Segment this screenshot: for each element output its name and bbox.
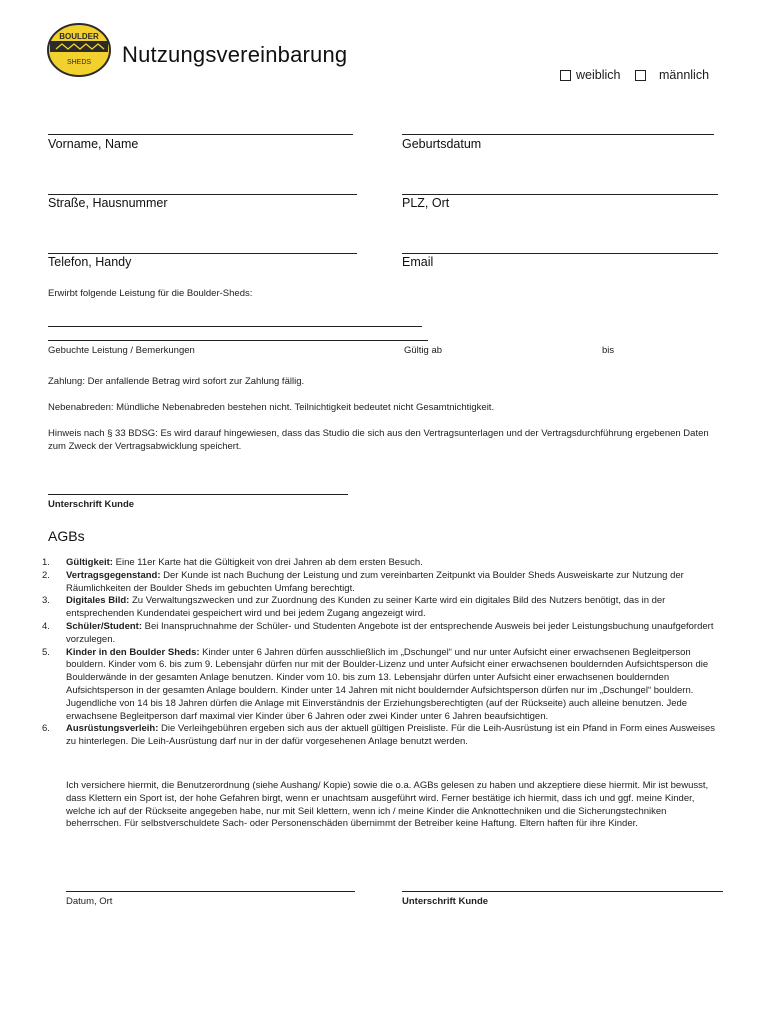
gender-male-label: männlich (659, 68, 710, 82)
birthdate-label: Geburtsdatum (402, 137, 482, 151)
street-label: Straße, Hausnummer (48, 196, 168, 210)
agb-item: 1. Gültigkeit: Eine 11er Karte hat die Gültigkeit von drei Jahren ab dem ersten Besuch. (42, 557, 423, 568)
payment-text: Zahlung: Der anfallende Betrag wird sofort zur Zahlung fällig. (48, 376, 305, 387)
agb-item: 6. Ausrüstungsverleih: Die Verleihgebühren ergeben sich aus der aktuell gültigen Preisliste. Für die Leih-Ausrüstung ist ein Pfand in Form eines Ausweises zu hinterlegen. Die Leih-Ausrüstung darf nur in der dafür vorgesehenen Anlage benutzt werden. (42, 723, 715, 748)
email-line[interactable] (402, 253, 718, 254)
agb-title: AGBs (48, 528, 85, 544)
agb-list (42, 557, 722, 749)
gender-male-option[interactable] (635, 68, 709, 82)
gender-female-option[interactable] (560, 68, 620, 82)
city-label: PLZ, Ort (402, 196, 450, 210)
date-place-label: Datum, Ort (66, 896, 113, 907)
side-agreements-text: Nebenabreden: Mündliche Nebenabreden bestehen nicht. Teilnichtigkeit bedeutet nicht Gesamtnichtigkeit. (48, 402, 495, 413)
checkbox-male[interactable] (635, 70, 646, 81)
service-intro: Erwirbt folgende Leistung für die Boulder-Sheds: (48, 288, 253, 299)
agb-item: 4. Schüler/Student: Bei Inanspruchnahme der Schüler- und Studenten Angebote ist der entsprechende Ausweis bei jeder Leistungsbuchung unaufgefordert vorzulegen. (42, 620, 714, 645)
valid-from-label: Gültig ab (404, 345, 443, 356)
logo-bottom-text: SHEDS (66, 59, 92, 66)
birthdate-line[interactable] (402, 134, 714, 135)
checkbox-female[interactable] (560, 70, 571, 81)
page-title: Nutzungsvereinbarung (122, 42, 348, 67)
valid-to-label: bis (602, 345, 615, 356)
agb-item: 5. Kinder in den Boulder Sheds: Kinder unter 6 Jahren dürfen ausschließlich im „Dschungel“ und nur unter Aufsicht einer erwachsenen Begleitperson bouldern. Kinder vom 6. bis zum 9. Lebensjahr dürfen nur mit der Boulder-Lizenz und unter Aufsicht einer erwachsenen bouldernden Aufsichtsperson die Boulderwände in der gesamten Anlage benutzen. Kinder vom 10. bis zum 13. Lebensjahr dürfen unter Aufsicht einer erwachsenen bouldernden Aufsichtsperson in der gesamten Anlage bouldern. Kinder unter 14 Jahren mit nicht bouldernder Aufsichtsperson dürfen nur im „Dschungel“ bouldern. Jugendliche von 14 bis 18 Jahren dürfen die Anlage mit Einverständnis der Erziehungsberechtigten (auf der Rückseite) auch alleine benutzen. Jede erwachsene Begleitperson darf maximal vier Kinder über 6 Jahren oder zwei Kinder unter 6 Jahren beaufsichtigen. (42, 646, 709, 722)
street-line[interactable] (48, 194, 357, 195)
declaration-text: Ich versichere hiermit, die Benutzerordnung (siehe Aushang/ Kopie) sowie die o.a. AGBs gelesen zu haben und akzeptiere diese hiermit. Mir ist bewusst, dass Klettern ein Sport ist, der hohe Gefahren birgt, wenn er unachtsam ausgeführt wird. Ferner bestätige ich hiermit, dass ich und ggf. meine Kinder, welche ich auf der Rückseite angegeben habe, nur mit Seil klettern, wenn ich / meine Kinder die Anknottechniken und die Sicherungstechniken beherrschen. Für selbstverschuldete Sach- oder Personenschäden übernimmt der Betreiber keine Haftung. Eltern haften für ihre Kinder. (66, 780, 709, 830)
footer-signature-label: Unterschrift Kunde (402, 896, 489, 907)
gender-female-label: weiblich (576, 68, 621, 82)
phone-label: Telefon, Handy (48, 255, 132, 269)
name-label: Vorname, Name (48, 137, 139, 151)
privacy-notice: Hinweis nach § 33 BDSG: Es wird darauf hingewiesen, dass das Studio die sich aus den Vertragsunterlagen und der Vertragsdurchführung ergebenen Daten zum Zweck der Vertragsabwicklung speichert. (48, 428, 709, 452)
service-line-1[interactable] (48, 326, 422, 327)
city-line[interactable] (402, 194, 718, 195)
email-label: Email (402, 255, 434, 269)
name-line[interactable] (48, 134, 353, 135)
date-place-line[interactable] (66, 891, 355, 892)
booked-service-label: Gebuchte Leistung / Bemerkungen (48, 345, 195, 356)
agb-item: 2. Vertragsgegenstand: Der Kunde ist nach Buchung der Leistung und zum vereinbarten Zeitpunkt via Boulder Sheds Ausweiskarte zur Nutzung der Räumlichkeiten der Boulder Sheds im gebuchten Umfang berechtigt. (42, 569, 684, 594)
customer-signature-label: Unterschrift Kunde (48, 499, 135, 510)
logo-top-text: BOULDER (59, 32, 99, 41)
footer-signature-line[interactable] (402, 891, 723, 892)
boulder-sheds-logo (46, 22, 112, 78)
customer-signature-line[interactable] (48, 494, 348, 495)
agb-item: 3. Digitales Bild: Zu Verwaltungszwecken und zur Zuordnung des Kunden zu seiner Karte wird ein digitales Bild des Nutzers benötigt, das in der entsprechenden Kundendatei gespeichert wird und bei jedem Zugang angezeigt wird. (42, 595, 666, 620)
service-line-2[interactable] (48, 340, 428, 341)
phone-line[interactable] (48, 253, 357, 254)
